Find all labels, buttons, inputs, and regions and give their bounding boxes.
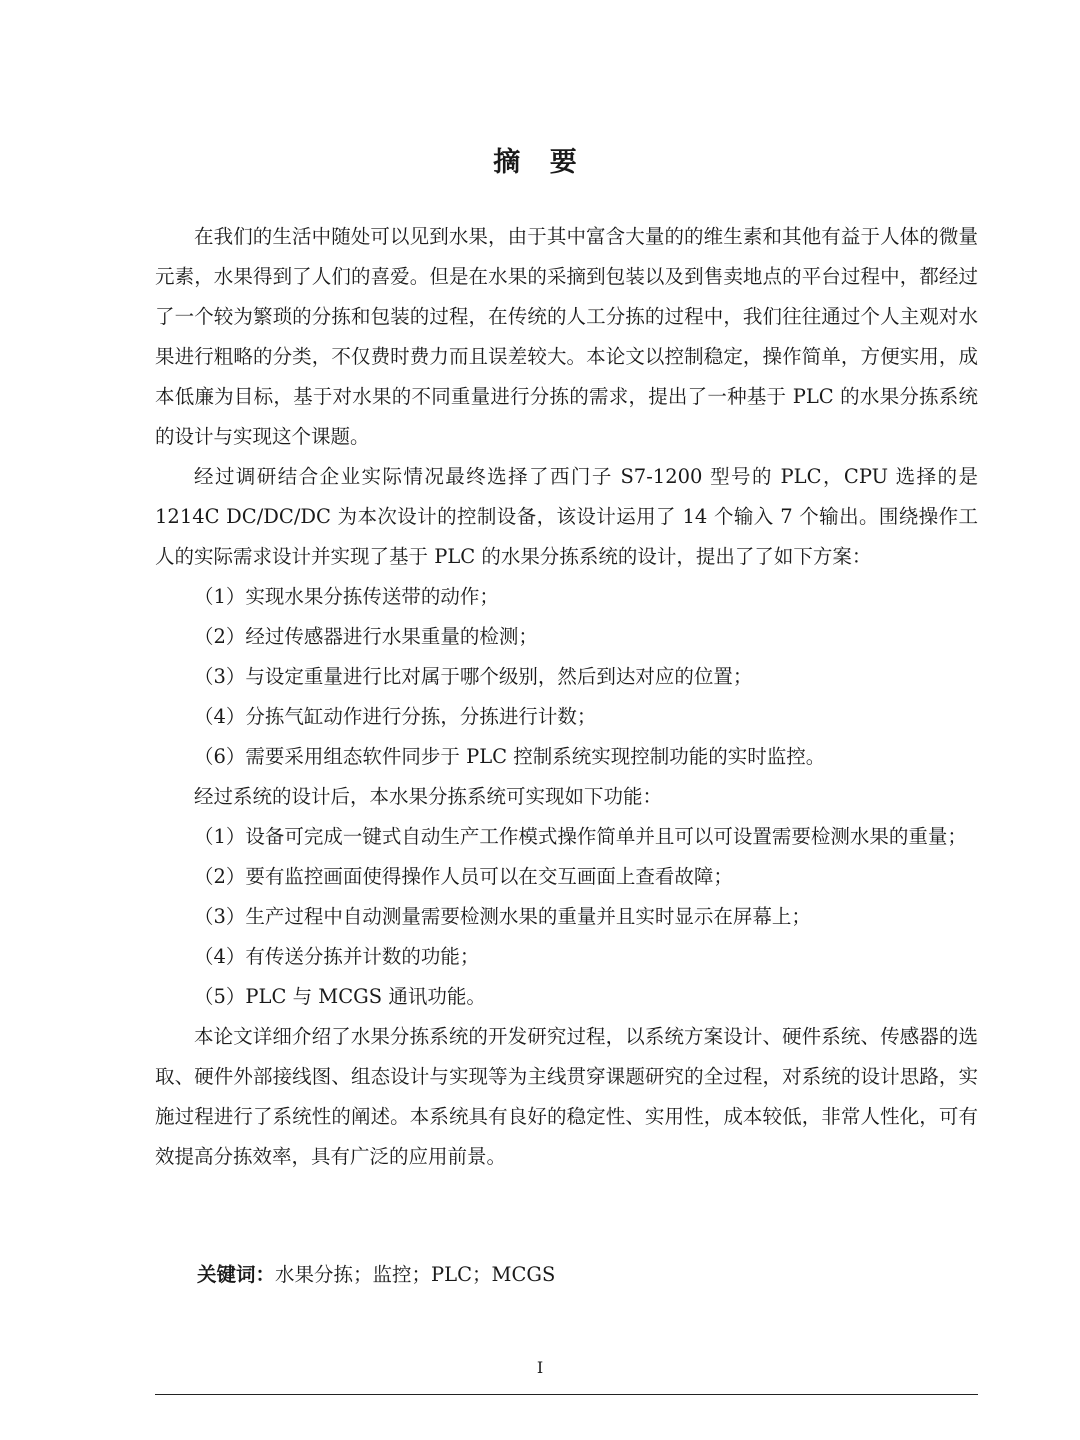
keywords-line bbox=[197, 1255, 555, 1295]
paragraph: 本论文详细介绍了水果分拣系统的开发研究过程，以系统方案设计、硬件系统、传感器的选取、硬件外部接线图、组态设计与实现等为主线贯穿课题研究的全过程，对系统的设计思路，实施过程进行了系统性的阐述。本系统具有良好的稳定性、实用性，成本较低，非常人性化，可有效提高分拣效率，具有广泛的应用前景。 bbox=[155, 1025, 978, 1168]
footer-divider bbox=[155, 1394, 978, 1395]
keywords-value: 水果分拣；监控；PLC；MCGS bbox=[275, 1263, 556, 1286]
keywords-label: 关键词： bbox=[197, 1263, 276, 1286]
list-item: （1）实现水果分拣传送带的动作； bbox=[194, 585, 499, 608]
paragraph: 经过系统的设计后，本水果分拣系统可实现如下功能： bbox=[194, 785, 663, 808]
list-item: （5）PLC 与 MCGS 通讯功能。 bbox=[194, 985, 486, 1008]
abstract-body bbox=[155, 217, 978, 1177]
page-number: I bbox=[536, 1358, 544, 1377]
list-item: （4）有传送分拣并计数的功能； bbox=[194, 945, 480, 968]
list-item: （2）要有监控画面使得操作人员可以在交互画面上查看故障； bbox=[194, 865, 733, 888]
page-title: 摘 要 bbox=[493, 147, 587, 178]
list-item: （1）设备可完成一键式自动生产工作模式操作简单并且可以可设置需要检测水果的重量； bbox=[194, 825, 967, 848]
list-item: （2）经过传感器进行水果重量的检测； bbox=[194, 625, 538, 648]
list-item: （3）生产过程中自动测量需要检测水果的重量并且实时显示在屏幕上； bbox=[194, 905, 811, 928]
list-item: （4）分拣气缸动作进行分拣，分拣进行计数； bbox=[194, 705, 597, 728]
list-item: （3）与设定重量进行比对属于哪个级别，然后到达对应的位置； bbox=[194, 665, 753, 688]
list-item: （6）需要采用组态软件同步于 PLC 控制系统实现控制功能的实时监控。 bbox=[194, 745, 826, 768]
paragraph: 经过调研结合企业实际情况最终选择了西门子 S7-1200 型号的 PLC，CPU 选择的是 1214C DC/DC/DC 为本次设计的控制设备，该设计运用了 14 个输入 7 个输出。围绕操作工人的实际需求设计并实现了基于 PLC 的水果分拣系统的设计，提出了了如下方案： bbox=[155, 465, 978, 568]
paragraph: 在我们的生活中随处可以见到水果，由于其中富含大量的的维生素和其他有益于人体的微量元素，水果得到了人们的喜爱。但是在水果的采摘到包装以及到售卖地点的平台过程中，都经过了一个较为繁琐的分拣和包装的过程，在传统的人工分拣的过程中，我们往往通过个人主观对水果进行粗略的分类，不仅费时费力而且误差较大。本论文以控制稳定，操作简单，方便实用，成本低廉为目标，基于对水果的不同重量进行分拣的需求，提出了一种基于 PLC 的水果分拣系统的设计与实现这个课题。 bbox=[155, 225, 978, 448]
